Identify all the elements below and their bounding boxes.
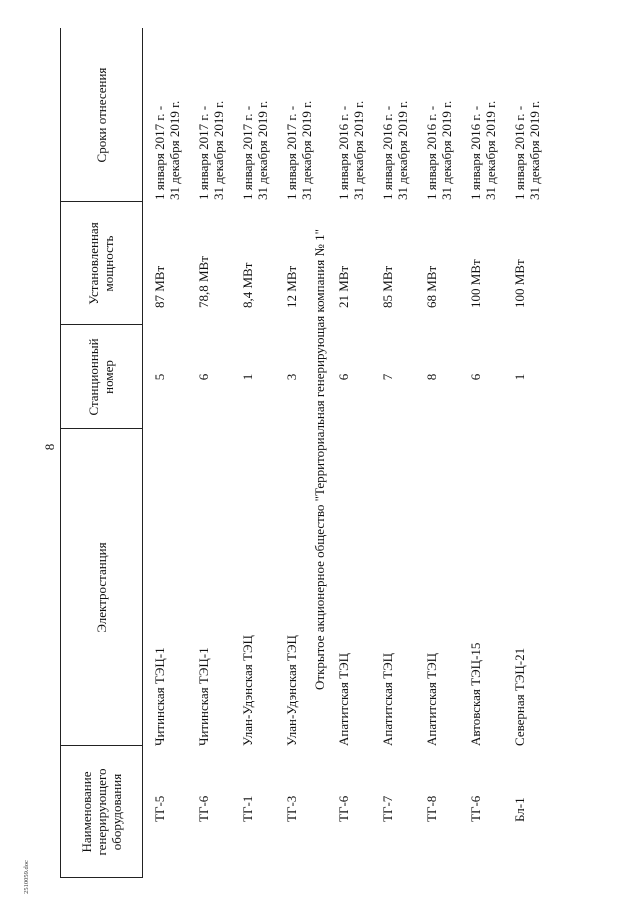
station-number-cell: 7 [380, 373, 395, 381]
equipment-cell: ТГ-8 [424, 795, 439, 822]
equipment-cell: ТГ-6 [336, 795, 351, 822]
period-line-1: 1 января 2016 г. - [512, 105, 527, 200]
equipment-cell: ТГ-6 [196, 795, 211, 822]
period-line-1: 1 января 2016 г. - [424, 105, 439, 200]
period-line-2: 31 декабря 2019 г. [395, 100, 410, 200]
capacity-cell: 85 МВт [380, 265, 395, 308]
capacity-cell: 78,8 МВт [196, 256, 211, 308]
header-plant: Электростанция [93, 542, 109, 633]
period-line-2: 31 декабря 2019 г. [351, 100, 366, 200]
plant-cell: Улан-Удэнская ТЭЦ [240, 635, 255, 746]
period-line-1: 1 января 2017 г. - [196, 105, 211, 200]
capacity-cell: 8,4 МВт [240, 262, 255, 308]
equipment-cell: Бл-1 [512, 797, 527, 822]
period-line-1: 1 января 2016 г. - [336, 105, 351, 200]
period-line-1: 1 января 2017 г. - [240, 105, 255, 200]
capacity-cell: 12 МВт [284, 265, 299, 308]
capacity-cell: 100 МВт [468, 259, 483, 308]
header-installed-capacity: Установленная мощность [86, 222, 116, 305]
period-line-2: 31 декабря 2019 г. [255, 100, 270, 200]
equipment-cell: ТГ-1 [240, 795, 255, 822]
page-number: 8 [42, 443, 57, 451]
rotated-table [60, 28, 620, 878]
station-number-cell: 6 [468, 373, 483, 381]
equipment-cell: ТГ-5 [152, 795, 167, 822]
capacity-cell: 100 МВт [512, 259, 527, 308]
station-number-cell: 1 [512, 373, 527, 381]
period-line-1: 1 января 2017 г. - [284, 105, 299, 200]
plant-cell: Автовская ТЭЦ-15 [468, 642, 483, 746]
equipment-cell: ТГ-6 [468, 795, 483, 822]
period-line-2: 31 декабря 2019 г. [483, 100, 498, 200]
station-number-cell: 6 [196, 373, 211, 381]
period-line-2: 31 декабря 2019 г. [211, 100, 226, 200]
station-number-cell: 1 [240, 373, 255, 381]
plant-cell: Читинская ТЭЦ-1 [152, 647, 167, 746]
header-station-number: Станционный номер [86, 338, 116, 416]
capacity-cell: 21 МВт [336, 265, 351, 308]
station-number-cell: 6 [336, 373, 351, 381]
plant-cell: Апатитская ТЭЦ [380, 652, 395, 746]
equipment-cell: ТГ-3 [284, 795, 299, 822]
doc-footer: 2510059.doc [23, 860, 30, 894]
plant-cell: Улан-Удэнская ТЭЦ [284, 635, 299, 746]
station-number-cell: 5 [152, 373, 167, 381]
plant-cell: Читинская ТЭЦ-1 [196, 647, 211, 746]
period-line-2: 31 декабря 2019 г. [527, 100, 542, 200]
header-period: Сроки отнесения [93, 67, 109, 163]
period-line-2: 31 декабря 2019 г. [299, 100, 314, 200]
period-line-2: 31 декабря 2019 г. [167, 100, 182, 200]
plant-cell: Апатитская ТЭЦ [424, 652, 439, 746]
section-title: Открытое акционерное общество "Территориальная генерирующая компания № 1" [312, 229, 327, 690]
capacity-cell: 68 МВт [424, 265, 439, 308]
period-line-1: 1 января 2017 г. - [152, 105, 167, 200]
station-number-cell: 3 [284, 373, 299, 381]
capacity-cell: 87 МВт [152, 265, 167, 308]
period-line-1: 1 января 2016 г. - [468, 105, 483, 200]
header-equipment: Наименование генерирующего оборудования [78, 768, 124, 856]
station-number-cell: 8 [424, 373, 439, 381]
header-bottom-border [142, 28, 143, 878]
plant-cell: Апатитская ТЭЦ [336, 652, 351, 746]
plant-cell: Северная ТЭЦ-21 [512, 647, 527, 746]
period-line-2: 31 декабря 2019 г. [439, 100, 454, 200]
period-line-1: 1 января 2016 г. - [380, 105, 395, 200]
equipment-cell: ТГ-7 [380, 795, 395, 822]
